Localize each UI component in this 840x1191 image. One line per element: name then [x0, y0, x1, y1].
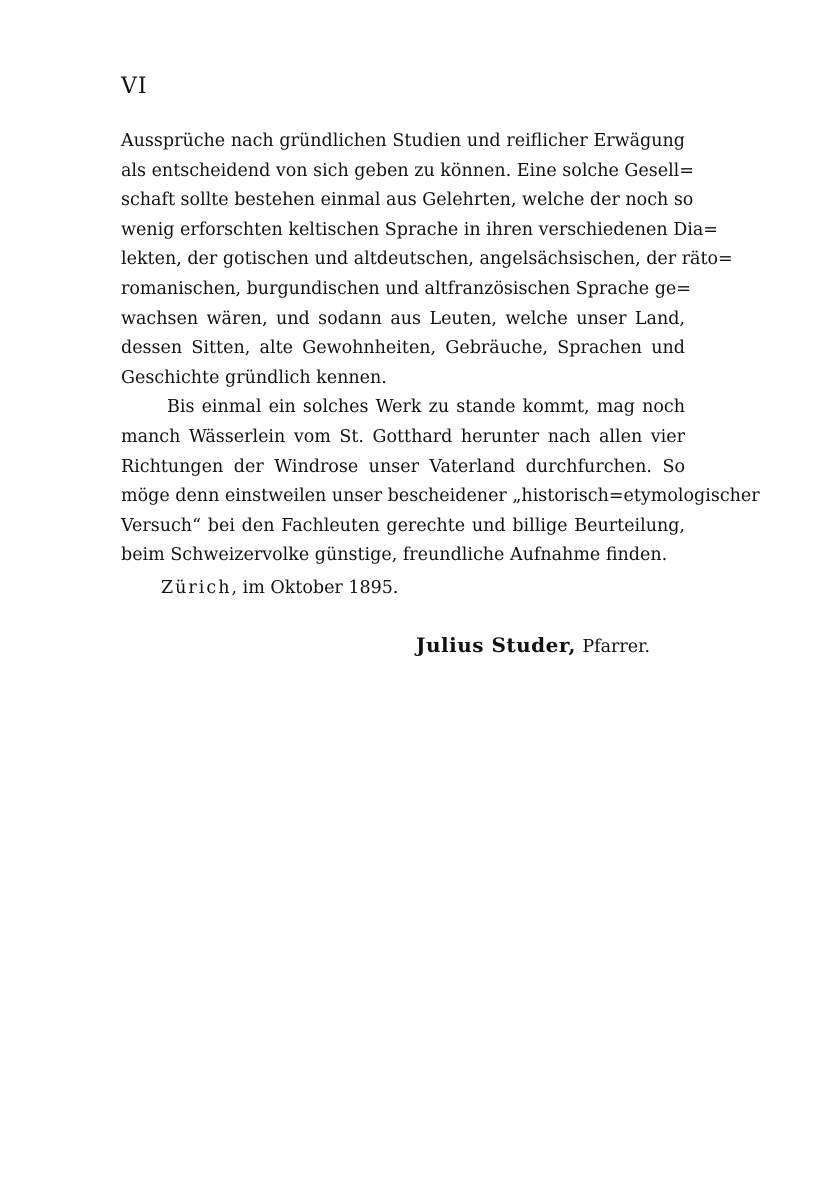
text-line: als entscheidend von sich geben zu können. Eine solche Gesell= [121, 160, 694, 181]
text-line: beim Schweizervolke günstige, freundliche Aufnahme finden. [121, 545, 668, 566]
date-text: , im Oktober 1895. [231, 578, 399, 598]
preface-text [121, 127, 760, 571]
author-title: Pfarrer. [582, 637, 651, 657]
text-line: Geschichte gründlich kennen. [121, 367, 387, 388]
text-line: dessen Sitten, alte Gewohnheiten, Gebräuche, Sprachen und [121, 338, 685, 359]
text-line: wachsen wären, und sodann aus Leuten, welche unser Land, [121, 308, 685, 329]
text-line: Bis einmal ein solches Werk zu stande kommt, mag noch [167, 397, 685, 418]
text-line: wenig erforschten keltischen Sprache in ihren verschiedenen Dia= [121, 219, 718, 240]
text-line: manch Wässerlein vom St. Gotthard herunter nach allen vier [121, 426, 685, 447]
text-line: möge denn einstweilen unser bescheidener „historisch=etymologischer [121, 486, 760, 507]
text-line: romanischen, burgundischen und altfranzösischen Sprache ge= [121, 278, 691, 299]
text-line: lekten, der gotischen und altdeutschen, angelsächsischen, der räto= [121, 249, 733, 270]
text-line: Versuch“ bei den Fachleuten gerechte und billige Beurteilung, [121, 515, 685, 536]
place-name: Zürich [161, 578, 232, 598]
text-line: Richtungen der Windrose unser Vaterland durchfurchen. So [121, 456, 685, 477]
text-line: schaft sollte bestehen einmal aus Gelehrten, welche der noch so [121, 190, 694, 211]
text-line: Aussprüche nach gründlichen Studien und reiflicher Erwägung [121, 131, 685, 151]
signature [416, 633, 650, 657]
page-number: VI [121, 74, 148, 99]
author-name: Julius Studer, [416, 633, 576, 657]
place-date [161, 578, 398, 598]
